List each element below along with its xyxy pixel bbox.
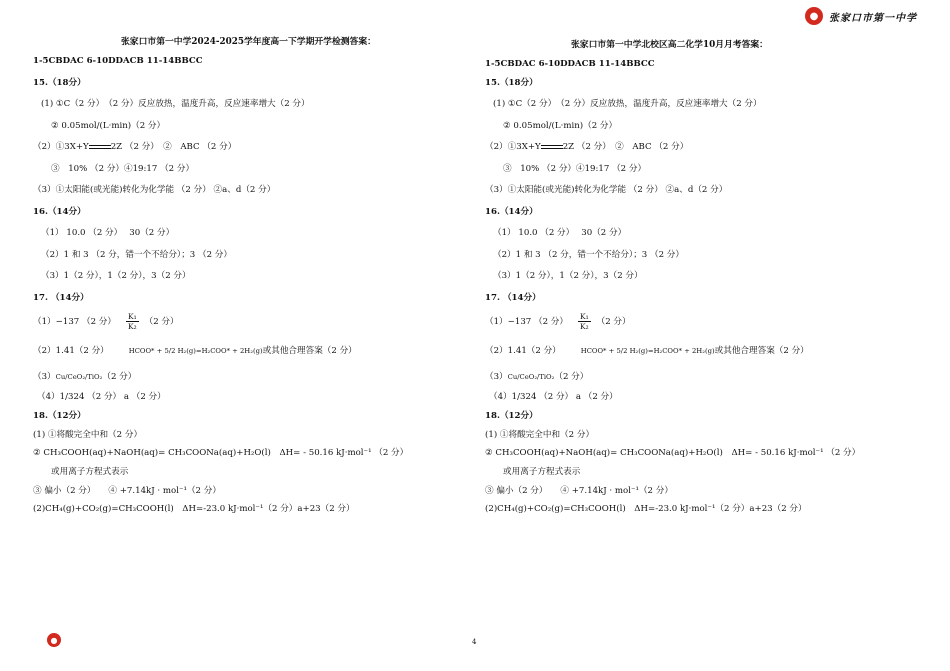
right-q16-1: （1） 10.0 （2 分） 30（2 分） <box>493 228 627 238</box>
left-q17-1-pre: （1）−137 （2 分） <box>33 317 116 327</box>
right-q15-heading: 15.（18分） <box>485 78 538 88</box>
right-q18-2b: 或用离子方程式表示 <box>503 467 581 477</box>
left-q17-1 <box>33 312 179 331</box>
right-q17-heading: 17. （14分） <box>485 293 541 303</box>
left-q18-1: (1) ①将酸完全中和（2 分） <box>33 430 143 440</box>
left-title: 张家口市第一中学2024-2025学年度高一下学期开学检测答案： <box>121 37 376 47</box>
right-q15-2a-post: 2Z （2 分） ② ABC （2 分） <box>562 142 689 152</box>
left-q18-2b: 或用离子方程式表示 <box>51 467 129 477</box>
right-q18-3: ③ 偏小（2 分） ④ +7.14kJ · mol⁻¹（2 分） <box>485 486 673 496</box>
right-q15-1a: (1) ①C（2 分） （2 分）反应放热，温度升高，反应速率增大（2 分） <box>493 99 762 109</box>
right-q18-2: ② CH₃COOH(aq)+NaOH(aq)= CH₃COONa(aq)+H₂O(l) ΔH= - 50.16 kJ·mol⁻¹ （2 分） <box>485 448 861 458</box>
left-q17-2-pre: （2）1.41（2 分） <box>33 346 109 356</box>
left-q15-1a: (1) ①C（2 分） （2 分）反应放热，温度升高，反应速率增大（2 分） <box>41 99 310 109</box>
left-q16-3: （3）1（2 分），1（2 分），3（2 分） <box>41 271 191 281</box>
right-q16-2: （2）1 和 3 （2 分，错一个不给分）；3 （2 分） <box>493 250 684 260</box>
left-q17-2 <box>33 345 357 357</box>
right-q15-2a <box>485 141 688 153</box>
left-q17-3-post: （2 分） <box>102 372 137 382</box>
right-q15-3: （3）①太阳能(或光能)转化为化学能 （2 分） ②a、d（2 分） <box>485 185 728 195</box>
right-q17-2 <box>485 345 809 357</box>
left-q15-3: （3）①太阳能(或光能)转化为化学能 （2 分） ②a、d（2 分） <box>33 185 276 195</box>
left-q16-heading: 16.（14分） <box>33 207 86 217</box>
left-q15-2b: ③ 10% （2 分）④19:17 （2 分） <box>51 164 195 174</box>
right-q17-3 <box>485 371 588 383</box>
k-denominator: K₂ <box>579 322 589 331</box>
equilibrium-arrow-icon <box>541 143 563 151</box>
left-q17-2-post: 或其他合理答案（2 分） <box>262 346 357 356</box>
right-q17-2-equation: HCOO* + 5/2 H₂(g)=H₂COO* + 2H₂(g) <box>580 347 715 355</box>
left-q17-4: （4）1/324 （2 分） a （2 分） <box>37 392 166 402</box>
k-denominator: K₂ <box>127 322 137 331</box>
left-q18-heading: 18.（12分） <box>33 411 86 421</box>
left-q18-3: ③ 偏小（2 分） ④ +7.14kJ · mol⁻¹（2 分） <box>33 486 221 496</box>
left-q17-2-equation: HCOO* + 5/2 H₂(g)=H₂COO* + 2H₂(g) <box>128 347 263 355</box>
right-q15-2b: ③ 10% （2 分）④19:17 （2 分） <box>503 164 647 174</box>
equilibrium-arrow-icon <box>89 143 111 151</box>
right-q17-3-pre: （3） <box>485 372 508 382</box>
right-q18-heading: 18.（12分） <box>485 411 538 421</box>
school-emblem-icon: ● <box>805 7 823 25</box>
footer-emblem-icon: ● <box>47 633 61 647</box>
left-mc-answers: 1-5CBDAC 6-10DDACB 11-14BBCC <box>33 56 203 66</box>
right-q18-4: (2)CH₄(g)+CO₂(g)=CH₃COOH(l) ΔH=-23.0 kJ·mol⁻¹（2 分）a+23（2 分） <box>485 504 807 514</box>
right-mc-answers: 1-5CBDAC 6-10DDACB 11-14BBCC <box>485 59 655 69</box>
k-numerator: K₁ <box>127 312 137 321</box>
left-q17-heading: 17. （14分） <box>33 293 89 303</box>
left-q15-1b: ② 0.05mol/(L·min)（2 分） <box>51 121 166 131</box>
left-q17-3 <box>33 371 136 383</box>
right-q17-3-post: （2 分） <box>554 372 589 382</box>
k-ratio-fraction <box>578 312 591 331</box>
left-q17-3-pre: （3） <box>33 372 56 382</box>
left-q15-heading: 15.（18分） <box>33 78 86 88</box>
right-q17-1-post: （2 分） <box>596 317 631 327</box>
right-answer-column <box>485 0 925 671</box>
right-q15-1b: ② 0.05mol/(L·min)（2 分） <box>503 121 618 131</box>
left-q18-2: ② CH₃COOH(aq)+NaOH(aq)= CH₃COONa(aq)+H₂O(l) ΔH= - 50.16 kJ·mol⁻¹ （2 分） <box>33 448 409 458</box>
right-q17-3-catalyst: Cu/CeO₂/TiO₂ <box>507 373 555 381</box>
left-q15-2a-post: 2Z （2 分） ② ABC （2 分） <box>110 142 237 152</box>
left-answer-column <box>33 0 473 671</box>
school-name: 张家口市第一中学 <box>829 12 917 24</box>
right-q17-1-pre: （1）−137 （2 分） <box>485 317 568 327</box>
k-numerator: K₁ <box>579 312 589 321</box>
page-number: 4 <box>472 638 477 646</box>
left-q18-4: (2)CH₄(g)+CO₂(g)=CH₃COOH(l) ΔH=-23.0 kJ·mol⁻¹（2 分）a+23（2 分） <box>33 504 355 514</box>
right-q16-3: （3）1（2 分），1（2 分），3（2 分） <box>493 271 643 281</box>
left-q17-1-post: （2 分） <box>144 317 179 327</box>
right-title: 张家口市第一中学北校区高二化学10月月考答案： <box>571 40 768 50</box>
right-q17-1 <box>485 312 631 331</box>
k-ratio-fraction <box>126 312 139 331</box>
left-q15-2a <box>33 141 236 153</box>
left-q16-2: （2）1 和 3 （2 分，错一个不给分）；3 （2 分） <box>41 250 232 260</box>
right-q16-heading: 16.（14分） <box>485 207 538 217</box>
right-q17-2-pre: （2）1.41（2 分） <box>485 346 561 356</box>
left-q15-2a-pre: （2）①3X+Y <box>33 142 89 152</box>
right-q17-4: （4）1/324 （2 分） a （2 分） <box>489 392 618 402</box>
right-q17-2-post: 或其他合理答案（2 分） <box>714 346 809 356</box>
left-q16-1: （1） 10.0 （2 分） 30（2 分） <box>41 228 175 238</box>
right-q18-1: (1) ①将酸完全中和（2 分） <box>485 430 595 440</box>
right-q15-2a-pre: （2）①3X+Y <box>485 142 541 152</box>
left-q17-3-catalyst: Cu/CeO₂/TiO₂ <box>55 373 103 381</box>
